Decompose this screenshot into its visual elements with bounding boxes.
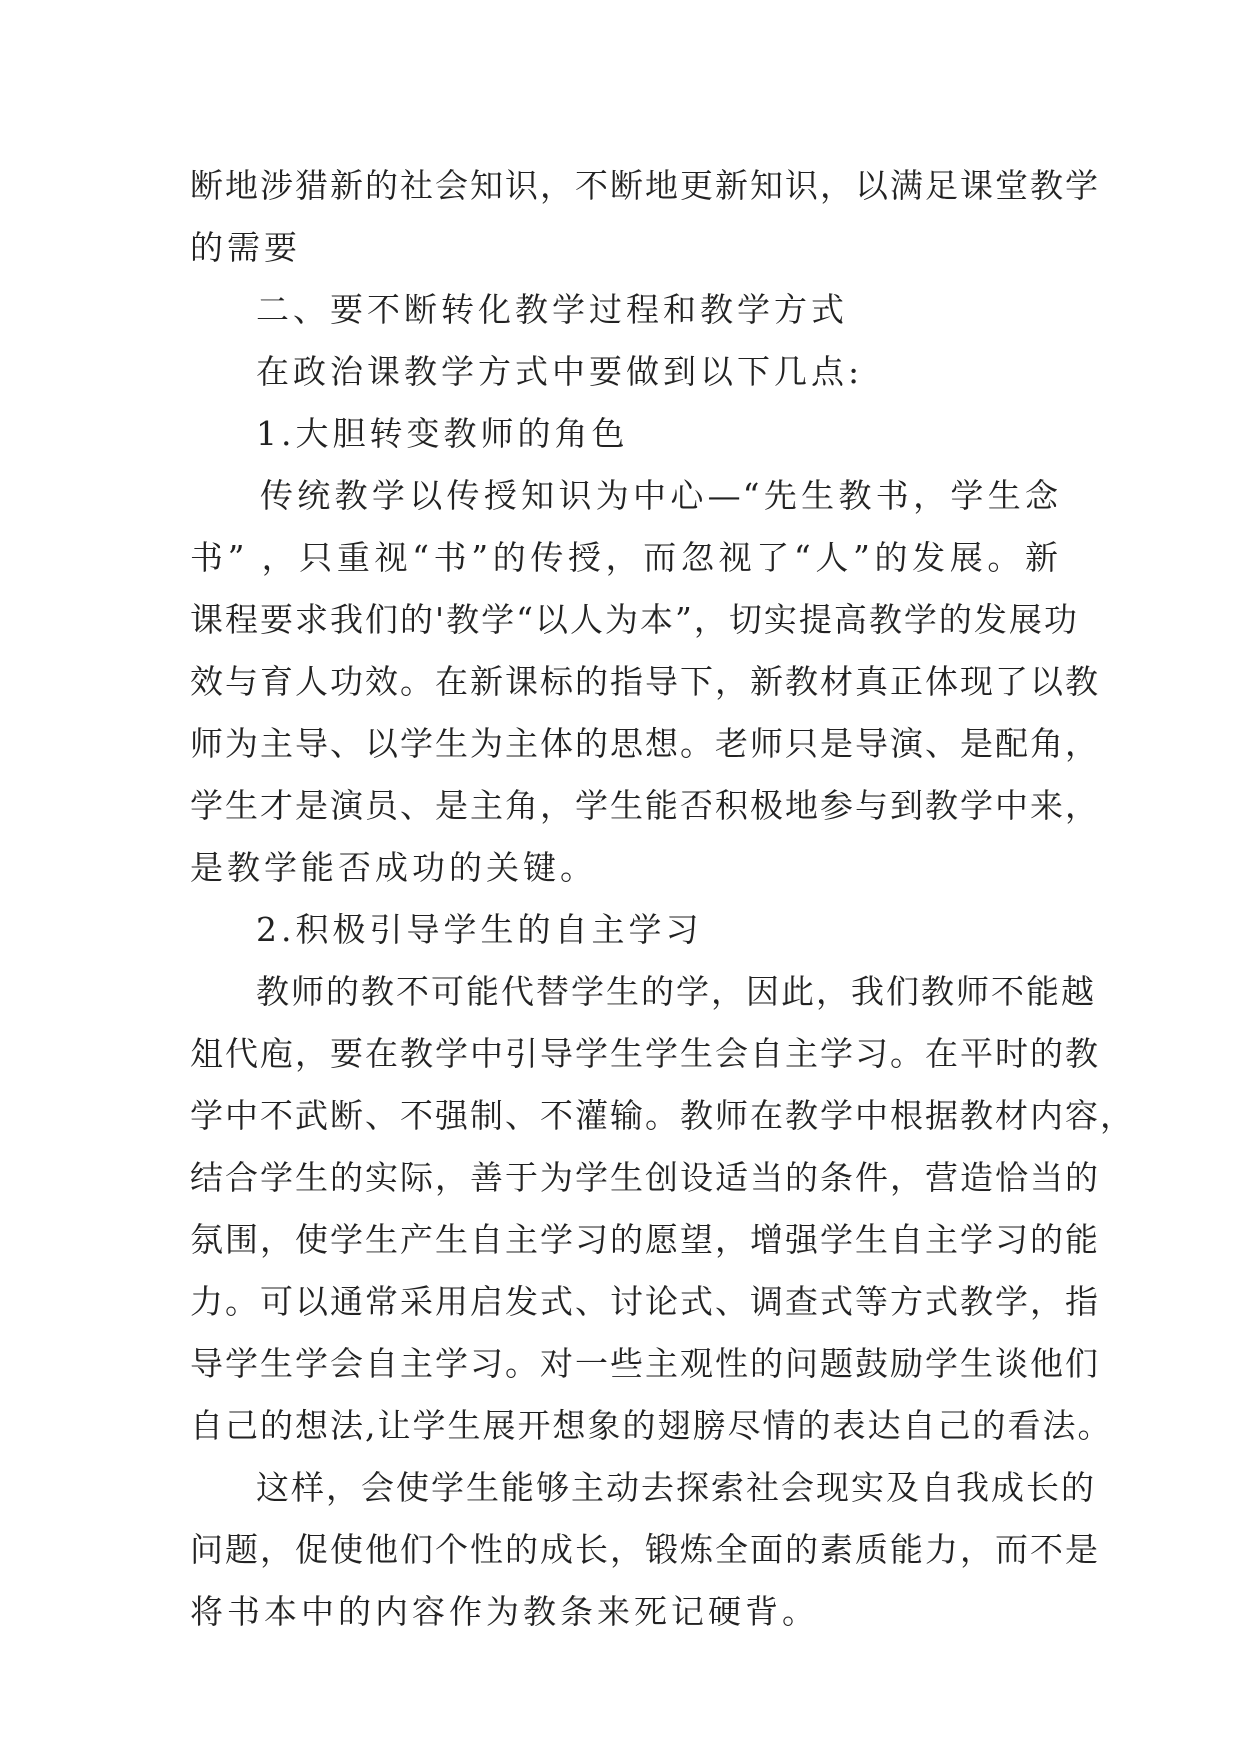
text-line: 在政治课教学方式中要做到以下几点: (256, 352, 864, 391)
text-line: 书” ，只重视“书”的传授，而忽视了“人”的发展。新 (190, 538, 1060, 577)
text-line: 学生才是演员、是主角，学生能否积极地参与到教学中来， (190, 786, 1100, 825)
text-line: 教师的教不可能代替学生的学，因此，我们教师不能越 (256, 972, 1096, 1011)
subsection-heading: 1.大胆转变教师的角色 (256, 414, 629, 453)
text-line: 结合学生的实际，善于为学生创设适当的条件，营造恰当的 (190, 1158, 1100, 1197)
text-line: 导学生学会自主学习。对一些主观性的问题鼓励学生谈他们 (190, 1344, 1100, 1383)
text-line: 将书本中的内容作为教条来死记硬背。 (190, 1592, 819, 1631)
text-line: 传统教学以传授知识为中心—“先生教书，学生念 (260, 476, 1060, 515)
subsection-heading: 2.积极引导学生的自主学习 (256, 910, 703, 949)
section-heading: 二、要不断转化教学过程和教学方式 (256, 290, 848, 329)
text-line: 的需要 (190, 228, 301, 267)
text-line: 是教学能否成功的关键。 (190, 848, 597, 887)
text-line: 氛围，使学生产生自主学习的愿望，增强学生自主学习的能 (190, 1220, 1100, 1259)
text-line: 师为主导、以学生为主体的思想。老师只是导演、是配角， (190, 724, 1100, 763)
text-line: 俎代庖，要在教学中引导学生学生会自主学习。在平时的教 (190, 1034, 1100, 1073)
text-line: 自己的想法,让学生展开想象的翅膀尽情的表达自己的看法。 (190, 1406, 1113, 1445)
document-body (190, 155, 1135, 1643)
text-line: 效与育人功效。在新课标的指导下，新教材真正体现了以教 (190, 662, 1100, 701)
text-line: 课程要求我们的'教学“以人为本”，切实提高教学的发展功 (190, 600, 1079, 639)
text-line: 力。可以通常采用启发式、讨论式、调查式等方式教学，指 (190, 1282, 1100, 1321)
text-line: 学中不武断、不强制、不灌输。教师在教学中根据教材内容， (190, 1096, 1135, 1135)
text-line: 断地涉猎新的社会知识，不断地更新知识，以满足课堂教学 (190, 166, 1100, 205)
text-line: 这样，会使学生能够主动去探索社会现实及自我成长的 (256, 1468, 1096, 1507)
text-line: 问题，促使他们个性的成长，锻炼全面的素质能力，而不是 (190, 1530, 1100, 1569)
